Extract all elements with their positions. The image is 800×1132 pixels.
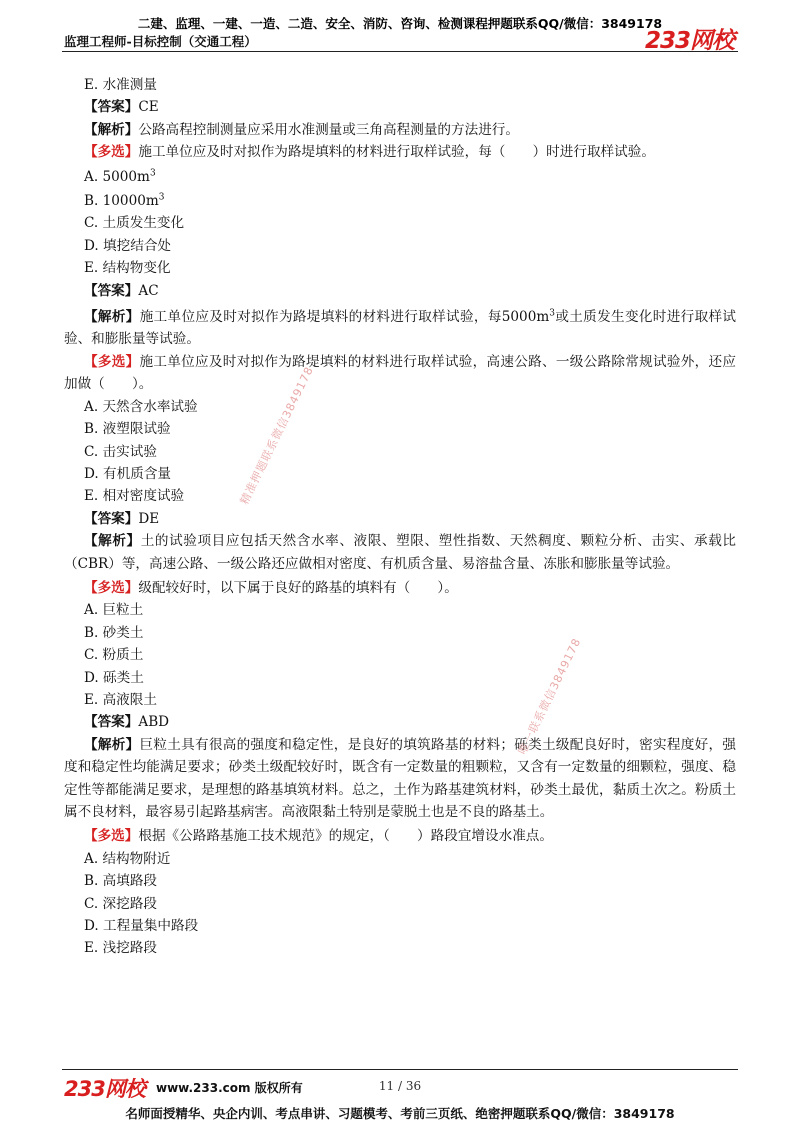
- q4-stem: 【多选】根据《公路路基施工技术规范》的规定，（ ）路段宜增设水准点。: [84, 828, 553, 845]
- q1-option-d: D. 填挖结合处: [84, 237, 172, 254]
- q3-option-b: B. 砂类土: [84, 624, 144, 641]
- document-subtitle: 监理工程师-目标控制（交通工程）: [64, 34, 257, 49]
- q0-answer: [64, 96, 736, 118]
- q2-stem: 【多选】施工单位应及时对拟作为路堤填料的材料进行取样试验，高速公路、一级公路除常规试验外，还应加做（ ）。: [64, 353, 736, 393]
- footer-site-link[interactable]: www.233.com 版权所有: [156, 1081, 303, 1095]
- multi-choice-tag: 【多选】: [84, 353, 140, 370]
- q2-answer: 【答案】DE: [84, 510, 160, 527]
- header-divider: [62, 51, 738, 52]
- q3-option-d: D. 砾类土: [84, 669, 144, 686]
- q2-option-a: A. 天然含水率试验: [84, 398, 198, 415]
- multi-choice-tag: 【多选】: [84, 579, 139, 596]
- q4-option-d: D. 工程量集中路段: [84, 918, 199, 935]
- question-text: 施工单位应及时对拟作为路堤填料的材料进行取样试验，每（ ）时进行取样试验。: [138, 144, 655, 161]
- q1-option-a: A. $5000m^3$: [84, 168, 156, 185]
- q2-option-b: B. 液塑限试验: [84, 421, 171, 438]
- multi-choice-tag: 【多选】: [84, 144, 139, 161]
- footer-divider: [62, 1069, 738, 1070]
- q4-option-e: E. 浅挖路段: [84, 940, 157, 957]
- q2-option-e: E. 相对密度试验: [84, 488, 185, 505]
- watermark-1: 精准押题联系微信3849178: [237, 364, 317, 507]
- q1-option-b: B. $10000m^3$: [84, 192, 165, 210]
- analysis-label: 【解析】: [84, 121, 139, 138]
- header-promo: 二建、监理、一建、一造、二造、安全、消防、咨询、检测课程押题联系QQ/微信：3849178: [137, 16, 663, 31]
- answer-label: 【答案】: [84, 99, 139, 116]
- q3-answer: 【答案】ABD: [84, 714, 170, 731]
- q4-option-a: A. 结构物附近: [84, 850, 171, 867]
- multi-choice-tag: 【多选】: [84, 828, 139, 845]
- q0-analysis: [64, 119, 736, 141]
- q2-option-d: D. 有机质含量: [84, 465, 172, 482]
- analysis-text: 公路高程控制测量应采用水准测量或三角高程测量的方法进行。: [138, 121, 519, 138]
- q3-stem: 【多选】级配较好时，以下属于良好的路基的填料有（ ）。: [84, 579, 458, 596]
- page-number: 11 / 36: [378, 1079, 422, 1093]
- watermark-2: 唯一联系微信3849178: [515, 635, 584, 757]
- q3-option-c: C. 粉质土: [84, 647, 144, 664]
- q4-option-b: B. 高填路段: [84, 873, 158, 890]
- q1-analysis: 【解析】施工单位应及时对拟作为路堤填料的材料进行取样试验，每$5000m^3$或土质发生变化时进行取样试验、和膨胀量等试验。: [64, 308, 737, 348]
- q3-option-a: A. 巨粒土: [84, 602, 144, 619]
- q3-option-e: E. 高液限土: [84, 691, 157, 708]
- q3-analysis: 【解析】巨粒土具有很高的强度和稳定性，是良好的填筑路基的材料；砾类土级配良好时，密实程度好，强度和稳定性均能满足要求；砂类土级配较好时，既含有一定数量的粗颗粒，又含有一定数量的细颗粒，强度、稳定性等都能满足要求，是理想的路基填筑材料。总之，土作为路基建筑材料，砂类土最优，黏质土次之。粉质土属不良材料，最容易引起路基病害。高液限黏土特别是蒙脱土也是不良的路基土。: [64, 736, 736, 820]
- q1-option-c: C. 土质发生变化: [84, 215, 185, 232]
- q4-option-c: C. 深挖路段: [84, 895, 157, 912]
- footer-promo: 名师面授精华、央企内训、考点串讲、习题模考、考前三页纸、绝密押题联系QQ/微信：3849178: [125, 1106, 675, 1121]
- q2-analysis: 【解析】土的试验项目应包括天然含水率、液限、塑限、塑性指数、天然稠度、颗粒分析、击实、承载比（CBR）等，高速公路、一级公路还应做相对密度、有机质含量、易溶盐含量、冻胀和膨胀量等试验。: [64, 533, 736, 572]
- brand-logo: 233网校: [644, 28, 734, 54]
- q1-answer: 【答案】AC: [84, 282, 159, 299]
- q1-option-e: E. 结构物变化: [84, 260, 171, 277]
- q0-option-e: E. 水准测量: [84, 77, 157, 93]
- document-body: [64, 74, 736, 960]
- q1-stem: [64, 141, 736, 163]
- footer-logo: 233网校: [64, 1077, 145, 1101]
- q2-option-c: C. 击实试验: [84, 443, 157, 460]
- answer-value: CE: [138, 99, 159, 116]
